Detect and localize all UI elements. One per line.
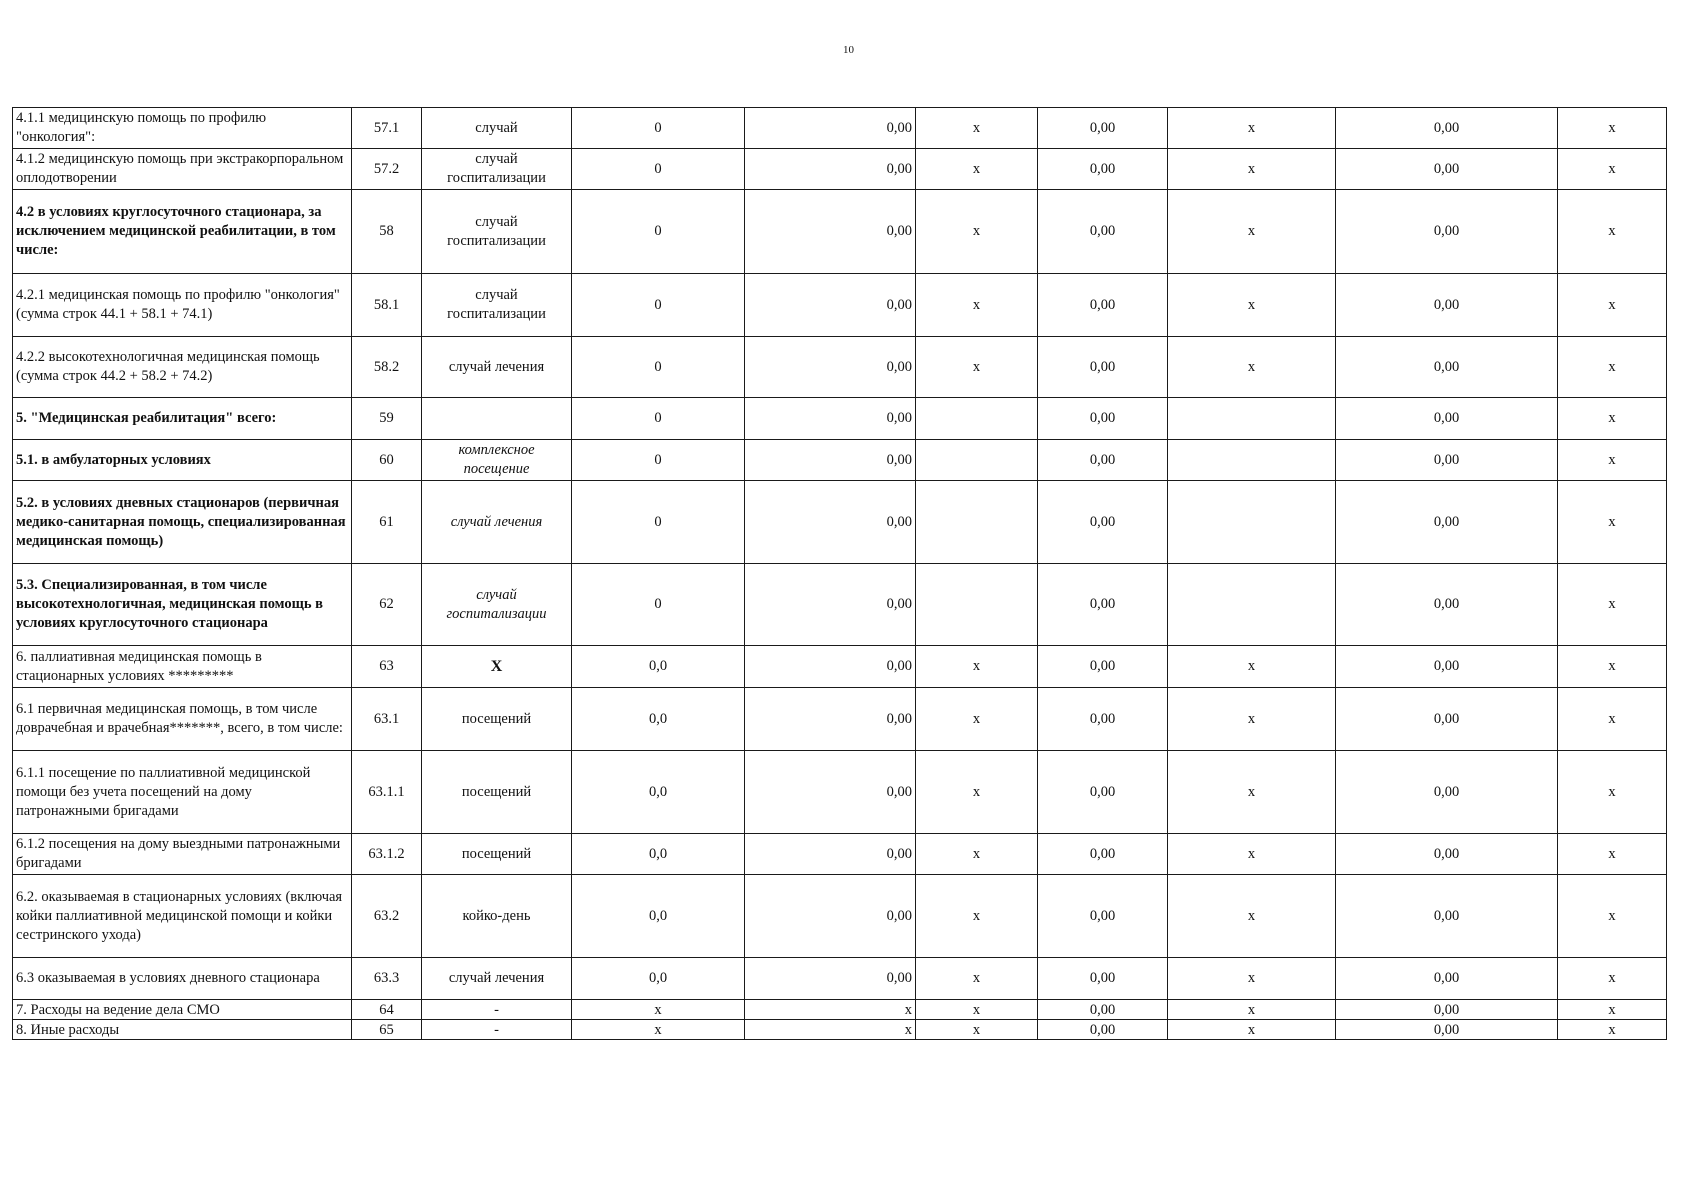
row-unit: случай лечения [422, 337, 572, 398]
row-code: 65 [352, 1020, 422, 1040]
page-number: 10 [843, 44, 854, 56]
row-col8: x [1168, 646, 1336, 688]
row-col6: x [916, 958, 1038, 1000]
table-row [13, 834, 1667, 875]
row-name: 5.2. в условиях дневных стационаров (первичная медико-санитарная помощь, специализированная медицинская помощь) [13, 481, 352, 564]
row-col5: 0,00 [745, 274, 916, 337]
row-col10: x [1558, 481, 1667, 564]
row-col7: 0,00 [1038, 958, 1168, 1000]
table-row [13, 564, 1667, 646]
row-col9: 0,00 [1336, 398, 1558, 440]
row-col7: 0,00 [1038, 1020, 1168, 1040]
row-col6: x [916, 688, 1038, 751]
row-col9: 0,00 [1336, 481, 1558, 564]
row-unit: - [422, 1000, 572, 1020]
row-col5: 0,00 [745, 190, 916, 274]
table-row [13, 1000, 1667, 1020]
row-volume: 0 [572, 440, 745, 481]
row-unit: - [422, 1020, 572, 1040]
row-col9: 0,00 [1336, 1000, 1558, 1020]
row-col8: x [1168, 1020, 1336, 1040]
row-name: 4.2 в условиях круглосуточного стационара, за исключением медицинской реабилитации, в том числе: [13, 190, 352, 274]
row-code: 58.1 [352, 274, 422, 337]
row-col9: 0,00 [1336, 564, 1558, 646]
row-unit: случай госпитализации [422, 564, 572, 646]
row-col6: x [916, 834, 1038, 875]
row-volume: 0,0 [572, 875, 745, 958]
row-col7: 0,00 [1038, 337, 1168, 398]
table-row [13, 108, 1667, 149]
table-row [13, 149, 1667, 190]
row-code: 63.3 [352, 958, 422, 1000]
row-col10: x [1558, 875, 1667, 958]
row-code: 63.1.1 [352, 751, 422, 834]
table-row [13, 398, 1667, 440]
row-col8 [1168, 481, 1336, 564]
row-volume: 0 [572, 481, 745, 564]
row-col8: x [1168, 149, 1336, 190]
row-col7: 0,00 [1038, 108, 1168, 149]
row-col10: x [1558, 1000, 1667, 1020]
row-col10: x [1558, 149, 1667, 190]
row-name: 6.1.1 посещение по паллиативной медицинской помощи без учета посещений на дому патронажными бригадами [13, 751, 352, 834]
row-col10: x [1558, 1020, 1667, 1040]
row-volume: 0 [572, 149, 745, 190]
row-col9: 0,00 [1336, 274, 1558, 337]
row-name: 4.2.2 высокотехнологичная медицинская помощь (сумма строк 44.2 + 58.2 + 74.2) [13, 337, 352, 398]
row-col9: 0,00 [1336, 751, 1558, 834]
row-col10: x [1558, 108, 1667, 149]
row-col7: 0,00 [1038, 481, 1168, 564]
row-col5: x [745, 1000, 916, 1020]
row-col9: 0,00 [1336, 108, 1558, 149]
row-col5: x [745, 1020, 916, 1040]
row-volume: 0 [572, 337, 745, 398]
row-col8: x [1168, 834, 1336, 875]
row-col8: x [1168, 337, 1336, 398]
row-unit: случай лечения [422, 958, 572, 1000]
row-col9: 0,00 [1336, 440, 1558, 481]
table-row [13, 751, 1667, 834]
row-code: 58.2 [352, 337, 422, 398]
row-col7: 0,00 [1038, 398, 1168, 440]
row-col8: x [1168, 190, 1336, 274]
row-name: 4.1.2 медицинскую помощь при экстракорпоральном оплодотворении [13, 149, 352, 190]
report-table [12, 107, 1667, 1040]
row-volume: 0 [572, 190, 745, 274]
row-col5: 0,00 [745, 688, 916, 751]
row-volume: 0,0 [572, 958, 745, 1000]
row-col7: 0,00 [1038, 875, 1168, 958]
row-code: 60 [352, 440, 422, 481]
row-code: 57.1 [352, 108, 422, 149]
row-name: 5.3. Специализированная, в том числе высокотехнологичная, медицинская помощь в условиях круглосуточного стационара [13, 564, 352, 646]
row-volume: 0,0 [572, 834, 745, 875]
row-col9: 0,00 [1336, 834, 1558, 875]
row-unit: случай госпитализации [422, 190, 572, 274]
row-col10: x [1558, 751, 1667, 834]
row-name: 5. "Медицинская реабилитация" всего: [13, 398, 352, 440]
row-col10: x [1558, 834, 1667, 875]
row-col5: 0,00 [745, 751, 916, 834]
row-col5: 0,00 [745, 564, 916, 646]
row-col6: x [916, 751, 1038, 834]
row-code: 59 [352, 398, 422, 440]
row-code: 63 [352, 646, 422, 688]
row-unit: койко-день [422, 875, 572, 958]
row-col8 [1168, 440, 1336, 481]
row-col7: 0,00 [1038, 190, 1168, 274]
row-unit: посещений [422, 688, 572, 751]
row-col7: 0,00 [1038, 646, 1168, 688]
row-name: 5.1. в амбулаторных условиях [13, 440, 352, 481]
row-col8: x [1168, 751, 1336, 834]
row-volume: x [572, 1000, 745, 1020]
row-unit: комплексное посещение [422, 440, 572, 481]
row-col8: x [1168, 1000, 1336, 1020]
row-code: 61 [352, 481, 422, 564]
row-col7: 0,00 [1038, 149, 1168, 190]
row-col7: 0,00 [1038, 440, 1168, 481]
row-col8: x [1168, 958, 1336, 1000]
row-col10: x [1558, 337, 1667, 398]
row-col6: x [916, 1000, 1038, 1020]
row-volume: 0,0 [572, 688, 745, 751]
row-col10: x [1558, 646, 1667, 688]
row-col5: 0,00 [745, 440, 916, 481]
row-volume: 0,0 [572, 646, 745, 688]
row-col9: 0,00 [1336, 688, 1558, 751]
row-unit: случай [422, 108, 572, 149]
row-col6 [916, 440, 1038, 481]
row-volume: 0 [572, 398, 745, 440]
row-col9: 0,00 [1336, 646, 1558, 688]
row-col6 [916, 481, 1038, 564]
row-name: 6.3 оказываемая в условиях дневного стационара [13, 958, 352, 1000]
row-col8: x [1168, 875, 1336, 958]
row-unit: посещений [422, 751, 572, 834]
row-name: 6.1.2 посещения на дому выездными патронажными бригадами [13, 834, 352, 875]
row-col9: 0,00 [1336, 1020, 1558, 1040]
row-col10: x [1558, 274, 1667, 337]
table-row [13, 274, 1667, 337]
row-volume: x [572, 1020, 745, 1040]
table-row [13, 190, 1667, 274]
row-volume: 0 [572, 564, 745, 646]
row-col5: 0,00 [745, 875, 916, 958]
row-name: 8. Иные расходы [13, 1020, 352, 1040]
row-col6: x [916, 108, 1038, 149]
row-col9: 0,00 [1336, 958, 1558, 1000]
row-code: 64 [352, 1000, 422, 1020]
row-col6 [916, 564, 1038, 646]
row-unit: случай госпитализации [422, 274, 572, 337]
row-code: 57.2 [352, 149, 422, 190]
row-col5: 0,00 [745, 108, 916, 149]
row-col6: x [916, 274, 1038, 337]
row-col6: x [916, 190, 1038, 274]
row-col8 [1168, 564, 1336, 646]
row-col5: 0,00 [745, 958, 916, 1000]
row-col10: x [1558, 190, 1667, 274]
row-col10: x [1558, 564, 1667, 646]
row-col8 [1168, 398, 1336, 440]
row-code: 63.2 [352, 875, 422, 958]
row-col5: 0,00 [745, 834, 916, 875]
row-col7: 0,00 [1038, 1000, 1168, 1020]
row-col6: x [916, 149, 1038, 190]
row-col9: 0,00 [1336, 190, 1558, 274]
row-unit: случай лечения [422, 481, 572, 564]
table-row [13, 958, 1667, 1000]
row-name: 6.1 первичная медицинская помощь, в том числе доврачебная и врачебная*******, всего, в том числе: [13, 688, 352, 751]
row-name: 6.2. оказываемая в стационарных условиях (включая койки паллиативной медицинской помощи и койки сестринского ухода) [13, 875, 352, 958]
row-col6: x [916, 337, 1038, 398]
table-row [13, 1020, 1667, 1040]
row-unit: посещений [422, 834, 572, 875]
row-col10: x [1558, 958, 1667, 1000]
row-code: 63.1.2 [352, 834, 422, 875]
row-col6 [916, 398, 1038, 440]
row-col5: 0,00 [745, 398, 916, 440]
row-col9: 0,00 [1336, 875, 1558, 958]
row-name: 7. Расходы на ведение дела СМО [13, 1000, 352, 1020]
row-col6: x [916, 1020, 1038, 1040]
row-unit [422, 398, 572, 440]
row-code: 58 [352, 190, 422, 274]
row-col7: 0,00 [1038, 751, 1168, 834]
row-col9: 0,00 [1336, 337, 1558, 398]
table-row [13, 440, 1667, 481]
row-col8: x [1168, 274, 1336, 337]
table-row [13, 481, 1667, 564]
row-code: 62 [352, 564, 422, 646]
row-unit: случай госпитализации [422, 149, 572, 190]
row-unit: X [422, 646, 572, 688]
row-col6: x [916, 646, 1038, 688]
row-col8: x [1168, 688, 1336, 751]
row-code: 63.1 [352, 688, 422, 751]
row-volume: 0 [572, 274, 745, 337]
row-col7: 0,00 [1038, 688, 1168, 751]
row-col6: x [916, 875, 1038, 958]
table-row [13, 646, 1667, 688]
table-row [13, 688, 1667, 751]
row-col9: 0,00 [1336, 149, 1558, 190]
row-col7: 0,00 [1038, 274, 1168, 337]
row-name: 4.2.1 медицинская помощь по профилю "онкология" (сумма строк 44.1 + 58.1 + 74.1) [13, 274, 352, 337]
row-col5: 0,00 [745, 481, 916, 564]
row-col7: 0,00 [1038, 834, 1168, 875]
row-col10: x [1558, 688, 1667, 751]
row-col8: x [1168, 108, 1336, 149]
row-col5: 0,00 [745, 646, 916, 688]
row-volume: 0,0 [572, 751, 745, 834]
row-name: 6. паллиативная медицинская помощь в стационарных условиях ********* [13, 646, 352, 688]
row-name: 4.1.1 медицинскую помощь по профилю "онкология": [13, 108, 352, 149]
row-col10: x [1558, 398, 1667, 440]
table-row [13, 337, 1667, 398]
row-col10: x [1558, 440, 1667, 481]
row-col7: 0,00 [1038, 564, 1168, 646]
row-col5: 0,00 [745, 149, 916, 190]
table-row [13, 875, 1667, 958]
row-volume: 0 [572, 108, 745, 149]
row-col5: 0,00 [745, 337, 916, 398]
